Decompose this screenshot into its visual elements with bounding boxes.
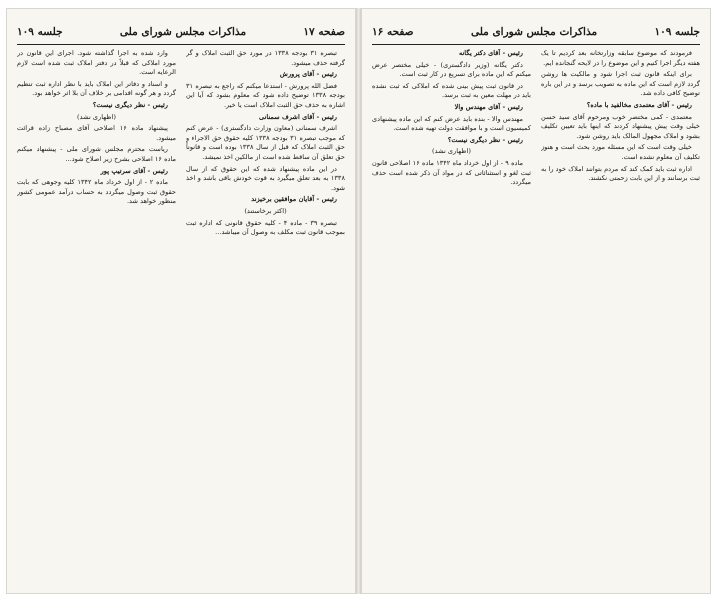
speaker-line: رئیس - آقای مهندس والا (454, 102, 523, 111)
procedural-note: (اظهاری نشد) (77, 112, 116, 121)
text-paragraph: تبصره ۳۹ - ماده ۴ - کلیه حقوق قانونی که اداره ثبت بموجب قانون ثبت مکلف به وصول آن میباشد... (186, 218, 345, 237)
text-paragraph: اداره ثبت باید کمک کند که مردم بتوانند املاک خود را به ثبت برسانند و از این بابت زحمتی نکشند. (541, 164, 700, 183)
right-header-title: مذاکرات مجلس شورای ملی (470, 26, 598, 38)
left-page-header (17, 23, 345, 41)
left-page-label: صفحه ۱۷ (303, 26, 345, 38)
right-session-label: جلسه ۱۰۹ (654, 26, 700, 38)
header-rule (17, 44, 345, 45)
text-paragraph: وارد شده به اجرا گذاشته شود. اجرای این قانون در مورد املاکی که قبلاً در دفتر املاک ثبت شده است لازم الرعایه است. (17, 49, 176, 77)
text-paragraph: اشرف سمنانی (معاون وزارت دادگستری) - عرض کنم که موجب تبصره ۳۱ بودجه ۱۳۳۸ کلیه حقوق حق الاجراء و حق الثبت املاک که قبل از سال ۱۳۳۸ بوده است و قانوناً حق تعلق آن ساقط شده است از مالکین اخذ نمیشد. (186, 124, 345, 161)
text-paragraph: پیشنهاد ماده ۱۶ اصلاحی آقای مصباح زاده قرائت میشود. (17, 124, 176, 142)
text-paragraph: ماده ۹ - از اول خرداد ماه ۱۳۴۲ ماده ۱۶ اصلاحی قانون ثبت لغو و استثنائاتی که در مواد آن ذکر شده است حذف میگردد. (372, 158, 531, 187)
speaker-line: رئیس - آقای دکتر یگانه (458, 49, 523, 57)
text-paragraph: تبصره ۳۱ بودجه ۱۳۳۸ در مورد حق الثبت املاک و گر گرفته حذف میشود. (186, 49, 345, 67)
procedural-note: (اکثر برخاستند) (244, 206, 287, 215)
right-page-columns (372, 49, 700, 583)
speaker-line: رئیس - آقایان موافقین برخیزند (251, 195, 337, 204)
text-paragraph: فضل الله پرورش - استدعا میکنم که راجع به تبصره ۳۱ بودجه ۱۳۳۸ توضیح داده شود که معلوم بشود که آیا این اشاره به حذف حق الثبت املاک است یا خیر. (186, 81, 345, 109)
text-paragraph: ماده ۲ - از اول خرداد ماه ۱۳۴۲ کلیه وجوهی که بابت حقوق ثبت وصول میگردد به حساب درآمد عمومی کشور منظور خواهد شد. (17, 178, 176, 206)
left-header-title: مذاکرات مجلس شورای ملی (119, 26, 247, 38)
text-paragraph: فرمودند که موضوع سابقه وزارتخانه بعد کردیم تا یک هفته دیگر اجرا کنیم و این موضوع را در لایحه گنجانده ایم. (541, 49, 700, 67)
text-paragraph: خیلی وقت است که این مسئله مورد بحث است و هنوز تکلیف آن معلوم نشده است. (541, 143, 700, 161)
text-paragraph: معتمدی - کمی مختصر خوب ومرحوم آقای سید حسن خیلی وقت پیش پیشنهاد کردند که اینها باید تعیین تکلیف بشود و املاک مجهول المالک باید روشن شود. (541, 112, 700, 140)
left-session-label: جلسه ۱۰۹ (17, 26, 63, 38)
procedural-note: (اظهاری نشد) (432, 147, 471, 156)
right-page-column-right (541, 49, 700, 583)
text-paragraph: مهندس والا - بنده باید عرض کنم که این ماده پیشنهادی کمیسیون است و با موافقت دولت تهیه شده است. (372, 114, 531, 133)
left-page-column-right (186, 49, 345, 583)
text-paragraph: در قانون ثبت پیش بینی شده که املاکی که ثبت نشده باید در مهلت معین به ثبت برسد. (372, 81, 531, 100)
speaker-line: رئیس - آقای معتمدی مخالفید با ماده؟ (586, 100, 692, 109)
speaker-line: رئیس - آقای اشرف سمنانی (259, 112, 337, 121)
text-paragraph: برای اینکه قانون ثبت اجرا شود و مالکیت ها روشن گردد لازم است که این ماده به تصویب برسد و در این باره توضیح کافی داده شد. (541, 70, 700, 98)
right-page-header (372, 23, 700, 41)
text-paragraph: دکتر یگانه (وزیر دادگستری) - خیلی مختصر عرض میکنم که این ماده برای تسریع در کار ثبت است. (372, 60, 531, 79)
left-page-columns (17, 49, 345, 583)
left-page (6, 8, 356, 594)
text-paragraph: در این ماده پیشنهاد شده که این حقوق که از سال ۱۳۳۸ به بعد تعلق میگیرد به قوت خودش باقی باشد و اخذ شود. (186, 164, 345, 192)
header-rule (372, 44, 700, 45)
speaker-line: رئیس - آقای سرتیپ پور (100, 166, 168, 175)
right-page (361, 8, 711, 594)
right-page-column-left (372, 49, 531, 583)
speaker-line: رئیس - نظر دیگری نیست؟ (92, 100, 168, 109)
left-page-column-left (17, 49, 176, 583)
speaker-line: رئیس - نظر دیگری نیست؟ (447, 135, 523, 144)
text-paragraph: ریاست محترم مجلس شورای ملی - پیشنهاد میکنم ماده ۱۶ اصلاحی بشرح زیر اصلاح شود... (17, 145, 176, 163)
text-paragraph: و اسناد و دفاتر این املاک باید با نظر اداره ثبت تنظیم گردد و هر گونه اقدامی بر خلاف آن بلا اثر خواهد بود. (17, 79, 176, 98)
right-page-label: صفحه ۱۶ (372, 26, 414, 38)
speaker-line: رئیس - آقای پرورش (279, 70, 337, 79)
